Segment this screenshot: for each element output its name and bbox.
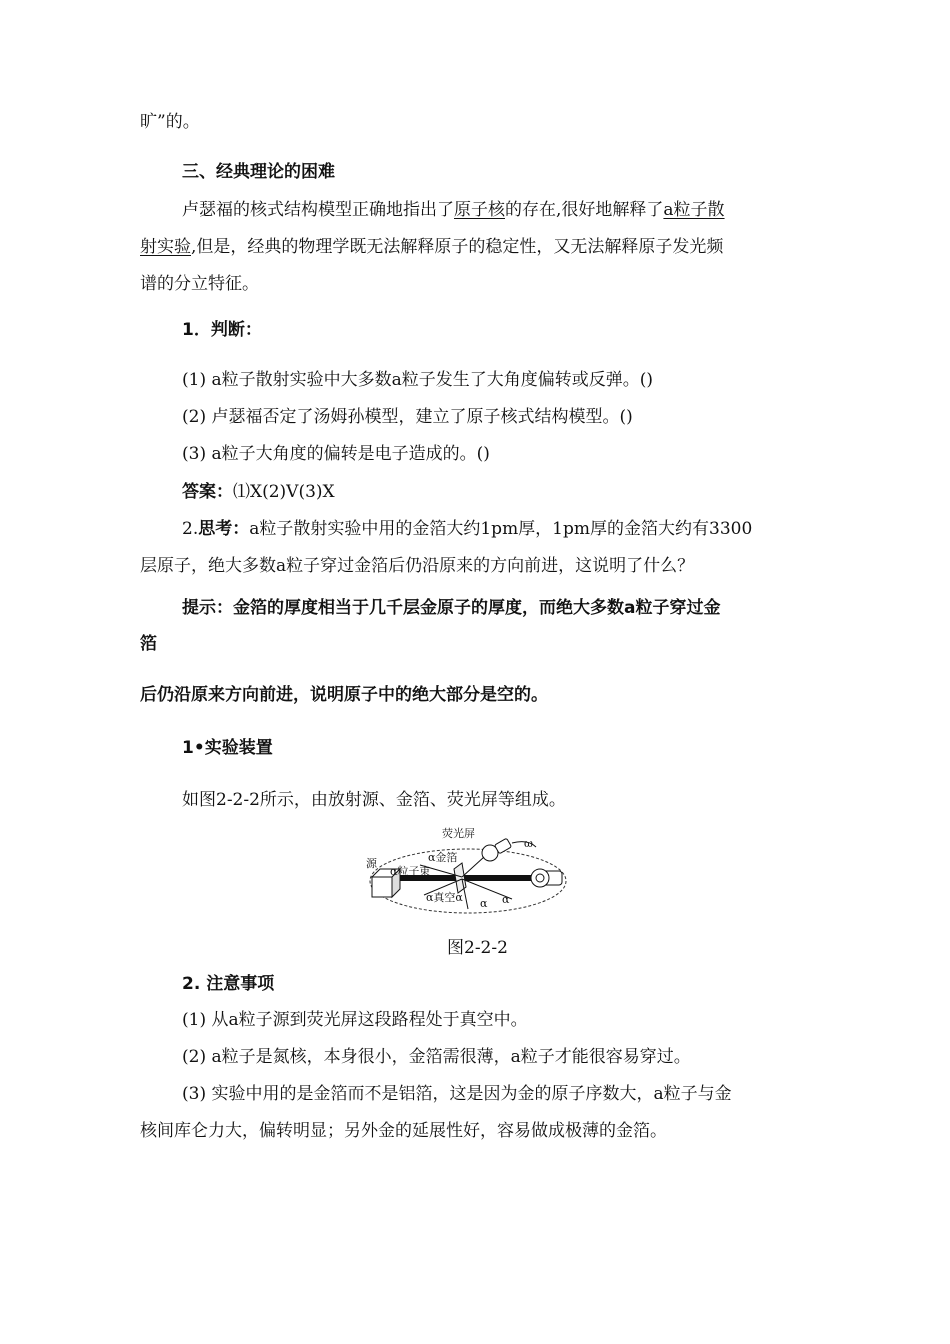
scattering-apparatus-figure — [362, 825, 584, 915]
text: 卢瑟福的核式结构模型正确地指出了 — [182, 200, 454, 220]
microscope — [531, 869, 562, 887]
answer-line — [182, 482, 335, 502]
judge-heading — [182, 320, 262, 340]
label-source: 源 — [366, 857, 377, 870]
paragraph-line-2 — [140, 237, 723, 257]
note-item-3-cont: 核间库仑力大，偏转明显；另外金的延展性好，容易做成极薄的金箔。 — [140, 1121, 667, 1141]
underlined-term: a粒子散 — [663, 200, 725, 220]
experiment-text: 如图2-2-2所示，由放射源、金箔、荧光屏等组成。 — [182, 790, 566, 810]
label-alpha-1: α — [480, 897, 488, 910]
note-item-2: (2) a粒子是氮核，本身很小，金箔需很薄，a粒子才能很容易穿过。 — [182, 1047, 691, 1067]
notes-heading: 2. 注意事项 — [182, 974, 275, 994]
think-number: 2. — [182, 519, 199, 539]
text: 的存在,很好地解释了 — [505, 200, 664, 220]
text: ,但是，经典的物理学既无法解释原子的稳定性，又无法解释原子发光频 — [191, 237, 724, 257]
answer-value: ⑴X(2)V(3)X — [233, 482, 335, 502]
hint-line-3: 后仍沿原来方向前进，说明原子中的绝大部分是空的。 — [140, 685, 548, 705]
line-prev-end: 旷”的。 — [140, 112, 200, 132]
think-line-1 — [182, 519, 752, 539]
label-screen: 荧光屏 — [442, 827, 475, 840]
think-line-2: 层原子，绝大多数a粒子穿过金箔后仍沿原来的方向前进，这说明了什么？ — [140, 556, 695, 576]
judge-item-3: (3) a粒子大角度的偏转是电子造成的。() — [182, 444, 490, 464]
label-vacuum: α真空α — [426, 891, 463, 904]
upper-detector — [482, 838, 512, 861]
experiment-heading: 1•实验装置 — [182, 738, 273, 758]
label-omega: ω — [524, 837, 533, 850]
paragraph-line-3: 谱的分立特征。 — [140, 274, 259, 294]
judge-item-1: (1) a粒子散射实验中大多数a粒子发生了大角度偏转或反弹。() — [182, 370, 654, 390]
note-item-1: (1) 从a粒子源到荧光屏这段路程处于真空中。 — [182, 1010, 528, 1030]
hint-line-2: 箔 — [140, 634, 157, 654]
note-item-3: (3) 实验中用的是金箔而不是铝箔，这是因为金的原子序数大，a粒子与金 — [182, 1084, 732, 1104]
label-alpha-2: α — [502, 893, 510, 906]
paragraph-line-1 — [182, 200, 725, 220]
figure-caption: 图2-2-2 — [447, 938, 508, 958]
underlined-term: 射实验 — [140, 237, 191, 257]
label-beam: α粒子束 — [390, 865, 431, 878]
underlined-term: 原子核 — [454, 200, 505, 220]
judge-item-2: (2) 卢瑟福否定了汤姆孙模型，建立了原子核式结构模型。() — [182, 407, 633, 427]
answer-label: 答案： — [182, 482, 233, 502]
think-label: 思考： — [198, 519, 250, 539]
think-text: a粒子散射实验中用的金箔大约1pm厚，1pm厚的金箔大约有3300 — [249, 519, 753, 539]
hint-line-1: 提示：金箔的厚度相当于几千层金原子的厚度，而绝大多数a粒子穿过金 — [182, 598, 721, 618]
judge-label: 1．判断： — [182, 320, 262, 340]
label-foil: α金箔 — [428, 851, 458, 864]
section-heading: 三、经典理论的困难 — [182, 162, 335, 182]
